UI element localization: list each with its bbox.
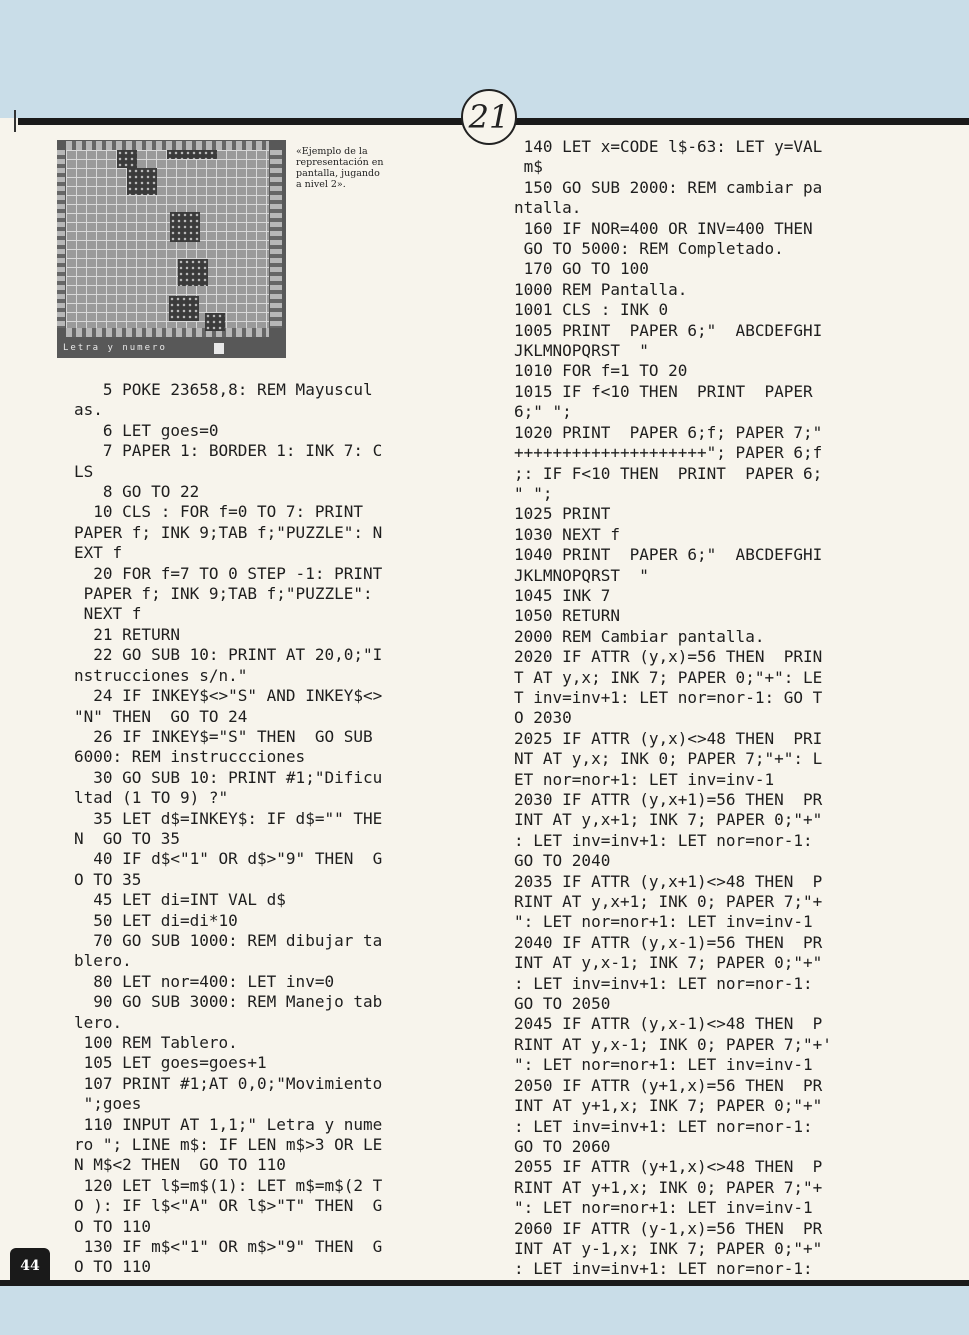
code-line: ": LET nor=nor+1: LET inv=inv-1 [514, 1055, 813, 1075]
code-line: 130 IF m$<"1" OR m$>"9" THEN G [74, 1237, 383, 1257]
inverted-block [167, 150, 217, 159]
code-line: 2030 IF ATTR (y,x+1)=56 THEN PR [514, 790, 823, 809]
code-line: 2025 IF ATTR (y,x)<>48 THEN PRI [514, 728, 823, 748]
code-line: T inv=inv+1: LET nor=nor-1: GO T [514, 687, 823, 707]
code-line: 6000: REM instruccciones [74, 747, 306, 767]
row-numbers [57, 150, 65, 328]
code-line: 107 PRINT #1;AT 0,0;"Movimiento [74, 1073, 383, 1093]
code-line: GO TO 2060 [514, 1136, 611, 1156]
code-line: 6 LET goes=0 [74, 420, 219, 440]
code-line: 1015 IF f<10 THEN PRINT PAPER [514, 381, 813, 401]
registration-mark [14, 110, 16, 132]
inverted-block [127, 168, 157, 195]
code-line: RINT AT y,x+1; INK 0; PAPER 7;"+ [514, 892, 823, 912]
code-line: JKLMNOPQRST " [514, 565, 649, 585]
code-line: : LET inv=inv+1: LET nor=nor-1: [514, 1116, 813, 1136]
code-line: 6;" "; [514, 402, 572, 422]
code-line: RINT AT y+1,x; INK 0; PAPER 7;"+ [514, 1177, 823, 1197]
code-line: "N" THEN GO TO 24 [74, 706, 248, 726]
row-numbers-right [270, 150, 282, 328]
code-line: : LET inv=inv+1: LET nor=nor-1: [514, 973, 813, 993]
code-line: 2040 IF ATTR (y,x-1)=56 THEN PR [514, 932, 823, 952]
code-line: O TO 35 [74, 869, 142, 889]
bottom-rule [0, 1280, 969, 1286]
code-line: GO TO 5000: REM Completado. [514, 239, 784, 259]
code-line: : LET inv=inv+1: LET nor=nor-1: [514, 1259, 813, 1279]
code-line: ": LET nor=nor+1: LET inv=inv-1 [514, 912, 813, 932]
code-line: ";goes [74, 1094, 142, 1114]
code-line: 1045 INK 7 [514, 585, 611, 605]
code-line: N GO TO 35 [74, 828, 180, 848]
code-line: INT AT y-1,x; INK 7; PAPER 0;"+" [514, 1238, 823, 1258]
code-line: ++++++++++++++++++++"; PAPER 6;f [514, 443, 823, 463]
code-line: GO TO 2050 [514, 994, 611, 1014]
inverted-block [178, 259, 208, 286]
code-line: NEXT f [74, 604, 142, 624]
code-line: 2045 IF ATTR (y,x-1)<>48 THEN P [514, 1014, 823, 1034]
code-line: ": LET nor=nor+1: LET inv=inv-1 [514, 1198, 813, 1218]
bottom-color-band [0, 1286, 969, 1335]
code-line: 45 LET di=INT VAL d$ [74, 890, 286, 910]
code-line: EXT f [74, 543, 123, 563]
code-line: 35 LET d$=INKEY$: IF d$="" THE [74, 808, 383, 828]
code-line: T AT y,x; INK 7; PAPER 0;"+": LE [514, 667, 823, 687]
code-line: INT AT y+1,x; INK 7; PAPER 0;"+" [514, 1096, 823, 1116]
code-line: 7 PAPER 1: BORDER 1: INK 7: C [74, 441, 383, 461]
code-line: 1000 REM Pantalla. [514, 279, 688, 299]
code-line: O ): IF l$<"A" OR l$>"T" THEN G [74, 1196, 383, 1216]
code-line: ltad (1 TO 9) ?" [74, 788, 229, 808]
code-line: 1001 CLS : INK 0 [514, 300, 669, 320]
column-letters-bottom [66, 328, 269, 337]
code-line: O 2030 [514, 708, 572, 728]
code-line: INT AT y,x+1; INK 7; PAPER 0;"+" [514, 810, 823, 830]
code-line: JKLMNOPQRST " [514, 341, 649, 361]
code-line: 22 GO SUB 10: PRINT AT 20,0;"I [74, 645, 383, 665]
code-line: NT AT y,x; INK 0; PAPER 7;"+": L [514, 749, 823, 769]
code-line: GO TO 2040 [514, 851, 611, 871]
code-line: 1020 PRINT PAPER 6;f; PAPER 7;" [514, 422, 823, 442]
code-line: ro "; LINE m$: IF LEN m$>3 OR LE [74, 1135, 383, 1155]
code-line: 1030 NEXT f [514, 524, 620, 544]
code-line: ntalla. [514, 198, 582, 218]
code-line: 1010 FOR f=1 TO 20 [514, 361, 688, 381]
code-line: 40 IF d$<"1" OR d$>"9" THEN G [74, 849, 383, 869]
code-line: as. [74, 400, 103, 420]
code-line: 1025 PRINT [514, 504, 611, 524]
code-line: 1050 RETURN [514, 606, 620, 626]
code-line: " "; [514, 483, 553, 503]
page-badge: 21 [461, 89, 517, 145]
inverted-block [205, 313, 225, 331]
code-line: 1040 PRINT PAPER 6;" ABCDEFGHI [514, 545, 823, 565]
code-line: 120 LET l$=m$(1): LET m$=m$(2 T [74, 1175, 383, 1195]
code-line: 30 GO SUB 10: PRINT #1;"Dificu [74, 767, 383, 787]
code-line: lero. [74, 1012, 123, 1032]
input-prompt: Letra y numero [63, 343, 167, 353]
cursor-block [214, 343, 224, 354]
code-line: O TO 110 [74, 1257, 152, 1277]
column-letters [66, 141, 269, 150]
code-line: 5 POKE 23658,8: REM Mayuscul [74, 380, 373, 399]
code-listing-left [74, 380, 382, 1278]
code-line: 2035 IF ATTR (y,x+1)<>48 THEN P [514, 871, 823, 891]
inverted-block [170, 212, 200, 242]
game-screenshot [57, 140, 286, 358]
code-listing-right [514, 137, 832, 1280]
code-line: 170 GO TO 100 [514, 259, 649, 279]
code-line: 2000 REM Cambiar pantalla. [514, 626, 765, 646]
code-line: 140 LET x=CODE l$-63: LET y=VAL [514, 137, 823, 156]
code-line: m$ [514, 157, 543, 177]
code-line: RINT AT y,x-1; INK 0; PAPER 7;"+' [514, 1034, 832, 1054]
puzzle-grid [66, 150, 269, 328]
code-line: 10 CLS : FOR f=0 TO 7: PRINT [74, 502, 363, 522]
code-line: 20 FOR f=7 TO 0 STEP -1: PRINT [74, 563, 383, 583]
code-line: N M$<2 THEN GO TO 110 [74, 1155, 286, 1175]
code-line: 100 REM Tablero. [74, 1033, 238, 1052]
code-line: 2060 IF ATTR (y-1,x)=56 THEN PR [514, 1218, 823, 1238]
code-line: 2020 IF ATTR (y,x)=56 THEN PRIN [514, 647, 823, 667]
code-line: 90 GO SUB 3000: REM Manejo tab [74, 992, 383, 1012]
code-line: 80 LET nor=400: LET inv=0 [74, 971, 335, 991]
code-line: 21 RETURN [74, 624, 180, 644]
code-line: 26 IF INKEY$="S" THEN GO SUB [74, 726, 373, 746]
code-line: 1005 PRINT PAPER 6;" ABCDEFGHI [514, 320, 823, 340]
code-line: 160 IF NOR=400 OR INV=400 THEN [514, 218, 813, 238]
code-line: 110 INPUT AT 1,1;" Letra y nume [74, 1114, 383, 1134]
code-line: LS [74, 461, 94, 481]
page-number: 44 [10, 1248, 50, 1284]
code-line: 105 LET goes=goes+1 [74, 1053, 267, 1073]
code-line: PAPER f; INK 9;TAB f;"PUZZLE": [74, 584, 373, 604]
code-line: O TO 110 [74, 1216, 152, 1236]
code-line: nstrucciones s/n." [74, 665, 248, 685]
code-line: 2055 IF ATTR (y+1,x)<>48 THEN P [514, 1157, 823, 1177]
figure-caption: «Ejemplo de la representación en pantalla, jugando a nivel 2». [296, 146, 384, 190]
code-line: 24 IF INKEY$<>"S" AND INKEY$<> [74, 686, 383, 706]
code-line: ;: IF F<10 THEN PRINT PAPER 6; [514, 463, 823, 483]
code-line: blero. [74, 951, 132, 971]
code-line: 70 GO SUB 1000: REM dibujar ta [74, 930, 383, 950]
code-line: INT AT y,x-1; INK 7; PAPER 0;"+" [514, 953, 823, 973]
code-line: 8 GO TO 22 [74, 482, 200, 502]
code-line: ET nor=nor+1: LET inv=inv-1 [514, 769, 775, 789]
inverted-block [169, 296, 199, 321]
code-line: 2050 IF ATTR (y+1,x)=56 THEN PR [514, 1075, 823, 1095]
code-line: 50 LET di=di*10 [74, 910, 238, 930]
code-line: PAPER f; INK 9;TAB f;"PUZZLE": N [74, 522, 383, 542]
code-line: 150 GO SUB 2000: REM cambiar pa [514, 177, 823, 197]
code-line: : LET inv=inv+1: LET nor=nor-1: [514, 830, 813, 850]
inverted-block [117, 150, 137, 168]
